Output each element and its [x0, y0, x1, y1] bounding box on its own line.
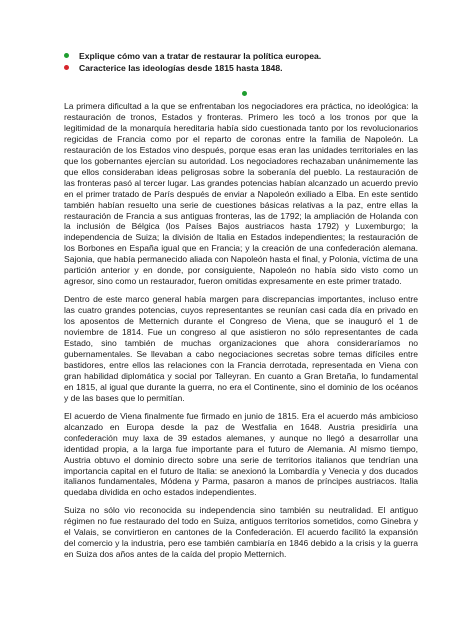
section-divider-dot-icon	[242, 91, 247, 96]
question-item	[64, 50, 418, 62]
document-body	[64, 101, 418, 560]
red-dot-icon	[64, 65, 69, 70]
question-item	[64, 62, 418, 74]
question-text: Explique cómo van a tratar de restaurar la política europea.	[79, 51, 322, 61]
paragraph: La primera dificultad a la que se enfrentaban los negociadores era práctica, no ideológica: la restauración de tronos, Estados y fronteras. Primero les tocó a los tronos por que la legitimidad de la monarquía hereditaria había sido cuestionada tanto por los revolucionarios regicidas de Francia como por el reparto de coronas entre la familia de Napoleón. La restauración de los Estados vino después, porque esas eran las unidades territoriales en las que los gobernantes ejercían su autoridad. Los negociadores rechazaban unánimemente las que ellos consideraban ideas peligrosas sobre la soberanía del pueblo. La restauración de las fronteras pasó al tercer lugar. Las grandes potencias habían alcanzado un acuerdo previo en el primer tratado de París después de enviar a Napoleón exiliado a Elba. En este sentido también habían resuelto una serie de cuestiones básicas relativas a la paz, entre ellas la restauración de Francia a sus antiguas fronteras, las de 1792; la ampliación de Holanda con la inclusión de Bélgica (los Países Bajos austriacos hasta 1792) y Luxemburgo; la independencia de Suiza; la división de Italia en Estados independientes; la restauración de los Borbones en España igual que en Francia; y la creación de una confederación alemana. Sajonia, que había permanecido aliada con Napoleón hasta el final, y Polonia, víctima de una partición anterior y en donde, por consiguiente, Napoleón no había sido visto como un agresor, sino como un restaurador, fueron omitidas expresamente en este primer tratado.	[64, 101, 418, 287]
paragraph: El acuerdo de Viena finalmente fue firmado en junio de 1815. Era el acuerdo más ambicioso alcanzado en Europa desde la paz de Westfalia en 1648. Austria presidiría una confederación muy laxa de 39 estados alemanes, y aunque no llegó a desarrollar una identidad propia, a la larga fue importante para el futuro de Alemania. Al mismo tiempo, Austria obtuvo el dominio directo sobre una serie de territorios italianos que tendrían una importancia capital en el futuro de Italia: se anexionó la Lombardía y Venecia y dos ducados italianos fundamentales, Módena y Parma, pasaron a manos de príncipes austriacos. Italia quedaba dividida en ocho estados independientes.	[64, 410, 418, 498]
paragraph: Suiza no sólo vio reconocida su independencia sino también su neutralidad. El antiguo régimen no fue restaurado del todo en Suiza, antiguos territorios sometidos, como Ginebra y el Valais, se convirtieron en cantones de la Confederación. El acuerdo facilitó la expansión del comercio y la industria, pero ese también cambiaría en 1846 debido a la crisis y la guerra en Suiza dos años antes de la caída del propio Metternich.	[64, 505, 418, 560]
green-dot-icon	[64, 53, 69, 58]
question-list	[64, 50, 418, 74]
question-text: Caracterice las ideologías desde 1815 hasta 1848.	[79, 63, 283, 73]
paragraph: Dentro de este marco general había margen para discrepancias importantes, incluso entre las cuatro grandes potencias, cuyos representantes se reunían casi cada día en privado en los aposentos de Metternich durante el Congreso de Viena, que se inauguró el 1 de noviembre de 1814. Fue un congreso al que asistieron no sólo representantes de cada Estado, sino también de muchas organizaciones que ahora consideraríamos no gubernamentales. Se llevaban a cabo negociaciones secretas sobre temas difíciles entre bastidores, entre ellos las relaciones con la Francia derrotada, representada en Viena con gran habilidad diplomática y social por Talleyran. En cuanto a Gran Bretaña, lo fundamental en 1815, al igual que durante la guerra, no era el Continente, sino el dominio de los océanos y de las bases que lo permitían.	[64, 294, 418, 403]
